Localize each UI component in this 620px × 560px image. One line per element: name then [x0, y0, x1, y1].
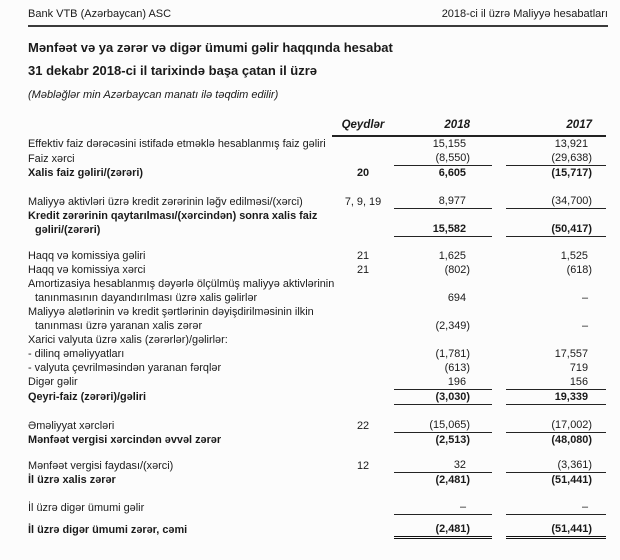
spacer-row	[28, 447, 606, 458]
value-2017: (51,441)	[506, 522, 606, 538]
units-note: (Məbləğlər min Azərbaycan manatı ilə təqdim edilir)	[28, 89, 279, 101]
value-2017: (51,441)	[551, 474, 592, 486]
row-label: Digər gəlir	[28, 376, 78, 388]
row-label: Qeyri-faiz (zərəri)/gəliri	[28, 391, 147, 403]
spacer-row	[28, 180, 606, 194]
row-notes: 7, 9, 19	[344, 195, 382, 208]
value-2018: 15,582	[394, 209, 492, 237]
column-gap	[492, 333, 506, 347]
value-2018: (15,065)	[394, 418, 492, 433]
income-statement-table	[28, 118, 606, 539]
table-row	[28, 249, 606, 263]
value-2017: 1,525	[560, 249, 588, 262]
column-gap	[492, 458, 506, 473]
table-row	[28, 389, 606, 404]
value-2017: –	[506, 500, 606, 515]
row-label: Maliyyə aktivləri üzrə kredit zərərinin ləğv edilməsi/(xərci)	[28, 195, 303, 208]
table-row	[28, 458, 606, 473]
notes-column-header: Qeydlər	[332, 118, 394, 136]
value-2017: (3,361)	[506, 458, 606, 473]
value-2018: 6,605	[438, 167, 466, 179]
value-2018: 196	[394, 375, 492, 390]
value-2017: 156	[506, 375, 606, 390]
column-gap	[492, 166, 506, 181]
row-notes	[332, 389, 394, 404]
value-2017: (618)	[566, 263, 592, 276]
spacer-row	[28, 404, 606, 418]
table-row	[28, 333, 606, 347]
table-row	[28, 194, 606, 209]
value-2017: –	[581, 291, 588, 304]
row-label: İl üzrə xalis zərər	[28, 474, 116, 486]
column-gap	[492, 473, 506, 488]
value-2017: 13,921	[554, 138, 588, 150]
value-2017: 19,339	[506, 389, 606, 404]
table-row	[28, 361, 606, 375]
column-header-row	[28, 118, 606, 136]
column-gap	[492, 522, 506, 538]
table-row	[28, 375, 606, 390]
column-gap	[492, 361, 506, 375]
row-label: Maliyyə alətlərinin və kredit şərtlərinin dəyişdirilməsinin ilkin tanınması üzrə yaranan xalis zərər	[28, 305, 314, 332]
value-2017: (48,080)	[551, 434, 592, 446]
row-label: - dilinq əməliyyatları	[28, 347, 125, 360]
table-row	[28, 136, 606, 151]
column-gap	[492, 347, 506, 361]
value-2018: 1,625	[438, 249, 466, 262]
value-2018: (2,481)	[394, 522, 492, 538]
spacer-row	[28, 237, 606, 249]
year-2017-column-header: 2017	[506, 118, 606, 136]
table-row	[28, 347, 606, 361]
column-gap	[492, 249, 506, 263]
value-2018: 15,155	[432, 138, 466, 150]
column-gap	[492, 500, 506, 515]
table-row	[28, 277, 606, 305]
column-gap	[492, 277, 506, 305]
column-gap	[492, 151, 506, 166]
table-row	[28, 418, 606, 433]
value-2017: –	[581, 319, 588, 332]
table-row	[28, 209, 606, 237]
row-notes	[332, 305, 394, 333]
value-2017: (29,638)	[506, 151, 606, 166]
column-gap	[492, 433, 506, 448]
value-2018: 8,977	[394, 194, 492, 209]
column-gap	[492, 263, 506, 277]
column-gap	[492, 389, 506, 404]
row-notes: 22	[356, 419, 370, 432]
table-row	[28, 151, 606, 166]
row-notes	[332, 375, 394, 390]
value-2018: –	[394, 500, 492, 515]
column-gap	[492, 136, 506, 151]
year-2018-column-header: 2018	[394, 118, 492, 136]
table-row	[28, 473, 606, 488]
row-label: Haqq və komissiya gəliri	[28, 249, 146, 262]
row-notes	[332, 522, 394, 538]
column-gap	[492, 194, 506, 209]
row-notes	[332, 500, 394, 515]
value-2017: 17,557	[554, 347, 588, 360]
row-notes	[332, 347, 394, 361]
column-gap	[492, 118, 506, 136]
row-label: Kredit zərərinin qaytarılması/(xərcindən) sonra xalis faiz gəliri/(zərəri)	[28, 209, 318, 236]
title-block	[28, 40, 608, 102]
row-notes	[332, 277, 394, 305]
row-notes: 20	[356, 167, 370, 179]
value-2018: (2,513)	[435, 434, 470, 446]
bank-name: Bank VTB (Azərbaycan) ASC	[28, 8, 172, 20]
value-2018: (8,550)	[394, 151, 492, 166]
row-label: Faiz xərci	[28, 152, 75, 165]
value-2018: (3,030)	[394, 389, 492, 404]
row-notes: 12	[356, 459, 370, 472]
row-label: Mənfəət vergisi xərcindən əvvəl zərər	[28, 434, 222, 446]
row-notes	[332, 151, 394, 166]
table-row	[28, 500, 606, 515]
value-2017	[506, 333, 606, 347]
spacer-row	[28, 487, 606, 500]
table-row	[28, 522, 606, 538]
spacer-row	[28, 515, 606, 522]
row-label: Haqq və komissiya xərci	[28, 263, 146, 276]
value-2018	[394, 333, 492, 347]
row-notes	[332, 361, 394, 375]
row-label: Xalis faiz gəliri/(zərəri)	[28, 167, 144, 179]
table-row	[28, 263, 606, 277]
row-label: Əməliyyat xərcləri	[28, 419, 115, 432]
row-label: Effektiv faiz dərəcəsini istifadə etməklə hesablanmış faiz gəliri	[28, 138, 326, 150]
value-2018: 32	[394, 458, 492, 473]
row-notes	[332, 333, 394, 347]
report-period-label: 2018-ci il üzrə Maliyyə hesabatları	[441, 8, 608, 20]
column-gap	[492, 305, 506, 333]
row-notes: 21	[356, 263, 370, 276]
column-gap	[492, 375, 506, 390]
value-2018: (1,781)	[435, 347, 470, 360]
row-label: İl üzrə digər ümumi gəlir	[28, 501, 145, 514]
row-notes	[332, 209, 394, 237]
row-label: Mənfəət vergisi faydası/(xərci)	[28, 459, 174, 472]
value-2017: (17,002)	[506, 418, 606, 433]
row-label: Xarici valyuta üzrə xalis (zərərlər)/gəlirlər:	[28, 333, 228, 346]
column-gap	[492, 418, 506, 433]
value-2017: (50,417)	[506, 209, 606, 237]
value-2018: (802)	[444, 263, 470, 276]
value-2018: (2,481)	[435, 474, 470, 486]
value-2018: 694	[447, 291, 466, 304]
table-row	[28, 433, 606, 448]
running-header	[28, 8, 608, 27]
value-2017: 719	[569, 361, 588, 374]
statement-title: Mənfəət və ya zərər və digər ümumi gəlir haqqında hesabat	[28, 40, 393, 55]
table-row	[28, 166, 606, 181]
row-notes	[332, 136, 394, 151]
value-2017: (15,717)	[551, 167, 592, 179]
row-notes: 21	[356, 249, 370, 262]
value-2018: (613)	[444, 361, 470, 374]
row-notes	[332, 433, 394, 448]
row-label: - valyuta çevrilməsindən yaranan fərqlər	[28, 361, 222, 374]
statement-rows	[28, 136, 606, 537]
row-label: Amortizasiya hesablanmış dəyərlə ölçülmüş maliyyə aktivlərinin tanınmasının dayandırılması üzrə xalis gəlirlər	[28, 277, 335, 304]
value-2018: (2,349)	[435, 319, 470, 332]
row-notes	[332, 473, 394, 488]
statement-period: 31 dekabr 2018-ci il tarixində başa çatan il üzrə	[28, 63, 318, 78]
row-label: İl üzrə digər ümumi zərər, cəmi	[28, 524, 188, 536]
value-2017: (34,700)	[506, 194, 606, 209]
label-column-header	[28, 118, 332, 136]
table-row	[28, 305, 606, 333]
column-gap	[492, 209, 506, 237]
